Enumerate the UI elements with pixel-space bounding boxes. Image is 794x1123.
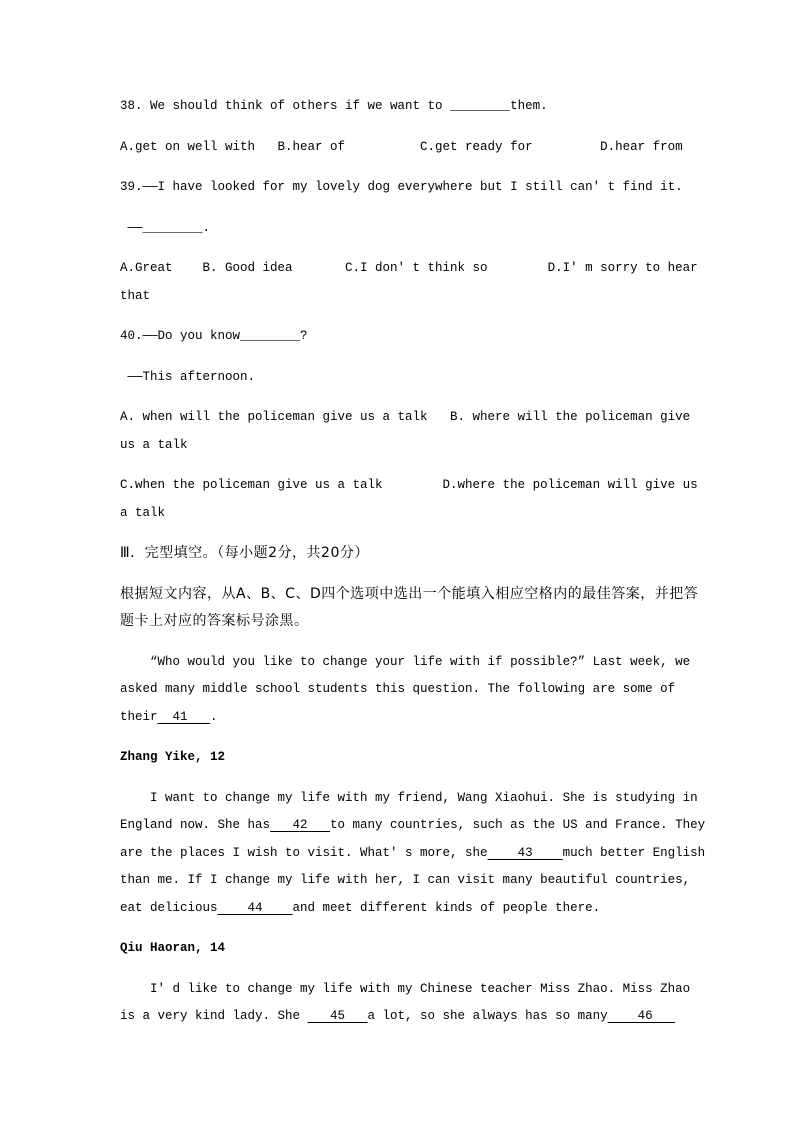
text-run: 40.——Do you know________? [120,329,308,343]
text-run: a talk [120,505,166,520]
cloze-blank: 44 [217,900,293,915]
passage-qiu-haoran-line-2 [120,1003,684,1031]
passage-zhang-yike-line-2 [120,812,706,840]
question-39-stem [120,174,684,202]
passage-zhang-yike [120,785,706,923]
passage-qiu-haoran-line-1 [120,976,691,1004]
question-38-options [120,134,684,162]
text-run: much better English [562,845,706,860]
question-39-options [120,255,698,310]
question-40-options-ab-line-1 [120,404,691,432]
passage-zhang-yike-line-4 [120,867,691,895]
passage-zhang-yike-line-3 [120,840,706,868]
student-2-name-line-1 [120,935,684,963]
cloze-blank: 41 [157,709,211,724]
passage-zhang-yike-line-1 [120,785,698,813]
text-run: us a talk [120,437,188,452]
text-run: England now. She has [120,818,271,832]
text-run: Zhang Yike, 12 [120,750,226,764]
section-3-heading [120,540,684,568]
question-40-options-cd [120,472,698,527]
text-run: A.Great B. Good idea C.I don' t think so D.I' m sorry to hear [120,261,698,275]
question-40-options-cd-line-2 [120,500,684,528]
text-run: 38. We should think of others if we want to ________them. [120,99,548,113]
text-run: and meet different kinds of people there. [292,900,601,915]
question-38-options-line-1 [120,134,684,162]
question-39-options-line-2 [120,283,684,311]
question-40-stem-line-1 [120,323,684,351]
text-run: I want to change my life with my friend, Wang Xiaohui. She is studying in [120,790,698,805]
question-40-stem-reply-line-1 [120,364,684,392]
cloze-blank: 45 [307,1009,368,1023]
text-run: . [210,709,218,724]
question-39-stem-reply [120,215,684,243]
text-run: are the places I wish to visit. What' s more, she [120,845,488,860]
question-40-options-ab [120,404,691,459]
student-1-name [120,744,684,772]
passage-intro-line-1 [120,649,691,677]
passage-intro-line-3 [120,704,684,732]
text-run: ——This afternoon. [120,369,256,384]
question-40-stem-reply [120,364,684,392]
question-40-options-ab-line-2 [120,432,684,460]
text-run: C.when the policeman give us a talk D.where the policeman will give us [120,478,698,492]
text-run: A. when will the policeman give us a talk B. where will the policeman give [120,410,691,424]
text-run: 题卡上对应的答案标号涂黑。 [120,613,309,629]
question-38-stem [120,93,684,121]
cloze-blank: 42 [270,818,331,832]
section-3-heading-line-1 [120,540,684,568]
passage-intro-line-2 [120,676,684,704]
text-run: their [120,709,158,724]
text-run: asked many middle school students this question. The following are some of [120,682,676,696]
text-run: A.get on well with B.hear of C.get ready for D.hear from [120,139,683,154]
text-run: is a very kind lady. She [120,1009,308,1023]
text-run: ——________. [120,220,211,235]
cloze-blank: 46 [607,1009,676,1023]
text-run: 39.——I have looked for my lovely dog everywhere but I still can' t find it. [120,180,683,194]
cloze-blank: 43 [487,845,563,860]
question-38-stem-line-1 [120,93,684,121]
section-3-instructions-line-2 [120,608,684,636]
document-body [120,93,706,1031]
text-run: “Who would you like to change your life with if possible?” Last week, we [120,654,691,669]
text-run: a lot, so she always has so many [367,1009,608,1023]
question-39-stem-reply-line-1 [120,215,684,243]
passage-qiu-haoran [120,976,691,1031]
passage-zhang-yike-line-5 [120,895,684,923]
student-1-name-line-1 [120,744,684,772]
text-run: Ⅲ．完型填空。（每小题2分，共20分） [120,545,369,561]
text-run: to many countries, such as the US and France. They [330,818,706,832]
question-40-options-cd-line-1 [120,472,698,500]
text-run: that [120,288,151,303]
passage-intro [120,649,691,732]
question-39-options-line-1 [120,255,698,283]
question-40-stem [120,323,684,351]
question-39-stem-line-1 [120,174,684,202]
text-run: than me. If I change my life with her, I can visit many beautiful countries, [120,873,691,887]
section-3-instructions-line-1 [120,581,699,609]
text-run: eat delicious [120,900,218,915]
text-run: I' d like to change my life with my Chinese teacher Miss Zhao. Miss Zhao [120,981,691,996]
section-3-instructions [120,581,699,636]
text-run: Qiu Haoran, 14 [120,941,226,955]
student-2-name [120,935,684,963]
text-run: 根据短文内容，从A、B、C、D四个选项中选出一个能填入相应空格内的最佳答案，并把答 [120,585,699,602]
